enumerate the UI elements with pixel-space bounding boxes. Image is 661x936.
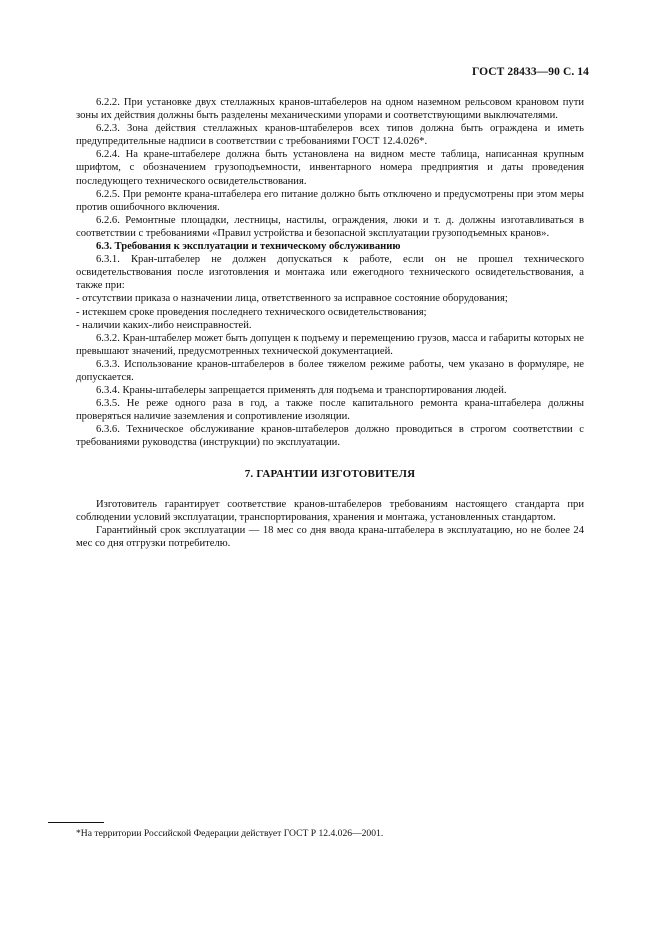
- paragraph-6-3-5: 6.3.5. Не реже одного раза в год, а также после капитального ремонта крана-штабелера должны проверяться наличие заземления и сопротивление изоляции.: [76, 398, 584, 423]
- paragraph-6-2-2: 6.2.2. При установке двух стеллажных кранов-штабелеров на одном наземном рельсовом крановом пути зоны их действия должны быть разделены механическими упорами и соответствующими выключателями.: [76, 97, 584, 122]
- list-item: - наличии каких-либо неисправностей.: [76, 319, 252, 331]
- paragraph-7-1: Изготовитель гарантирует соответствие кранов-штабелеров требованиям настоящего стандарта при соблюдении условий эксплуатации, транспортирования, хранения и монтажа, установленных стандартом.: [76, 498, 584, 523]
- paragraph-6-3-1: 6.3.1. Кран-штабелер не должен допускаться к работе, если он не прошел технического освидетельствования после изготовления и монтажа или ежегодного технического освидетельствования, а также при:: [76, 254, 584, 292]
- paragraph-7-2: Гарантийный срок эксплуатации — 18 мес со дня ввода крана-штабелера в эксплуатацию, но не более 24 мес со дня отгрузки потребителю.: [76, 524, 584, 549]
- paragraph-6-3-6: 6.3.6. Техническое обслуживание кранов-штабелеров должно проводиться в строгом соответствии с требованиями руководства (инструкции) по эксплуатации.: [76, 424, 584, 449]
- paragraph-6-2-6: 6.2.6. Ремонтные площадки, лестницы, настилы, ограждения, люки и т. д. должны изготавливаться в соответствии с требованиями «Правил устройства и безопасной эксплуатации грузоподъемных кранов».: [76, 214, 584, 239]
- footnote: *На территории Российской Федерации действует ГОСТ Р 12.4.026—2001.: [76, 828, 384, 839]
- paragraph-6-3-3: 6.3.3. Использование кранов-штабелеров в более тяжелом режиме работы, чем указано в формуляре, не допускается.: [76, 358, 584, 383]
- footnote-separator: [48, 822, 104, 823]
- paragraph-6-2-3: 6.2.3. Зона действия стеллажных кранов-штабелеров всех типов должна быть ограждена и иметь предупредительные надписи в соответствии с требованиями ГОСТ 12.4.026*.: [76, 123, 584, 148]
- chapter-title-7: 7. ГАРАНТИИ ИЗГОТОВИТЕЛЯ: [244, 467, 416, 480]
- paragraph-6-2-5: 6.2.5. При ремонте крана-штабелера его питание должно быть отключено и предусмотрены при этом меры против ошибочного включения.: [76, 188, 584, 213]
- paragraph-6-3-2: 6.3.2. Кран-штабелер может быть допущен к подъему и перемещению грузов, масса и габариты которых не превышают значений, предусмотренных технической документацией.: [76, 332, 584, 357]
- body-text: [76, 96, 584, 550]
- paragraph-6-2-4: 6.2.4. На кране-штабелере должна быть установлена на видном месте таблица, написанная крупным шрифтом, с обозначением грузоподъемности, инвентарного номера предприятия и даты проведения последующего технического освидетельствования.: [76, 149, 584, 187]
- section-heading-6-3: 6.3. Требования к эксплуатации и техническому обслуживанию: [96, 241, 401, 253]
- list-item: - отсутствии приказа о назначении лица, ответственного за исправное состояние оборудования;: [76, 293, 508, 305]
- running-header: ГОСТ 28433—90 С. 14: [471, 66, 589, 78]
- list-item: - истекшем сроке проведения последнего технического освидетельствования;: [76, 306, 427, 318]
- paragraph-6-3-4: 6.3.4. Краны-штабелеры запрещается применять для подъема и транспортирования людей.: [96, 385, 507, 397]
